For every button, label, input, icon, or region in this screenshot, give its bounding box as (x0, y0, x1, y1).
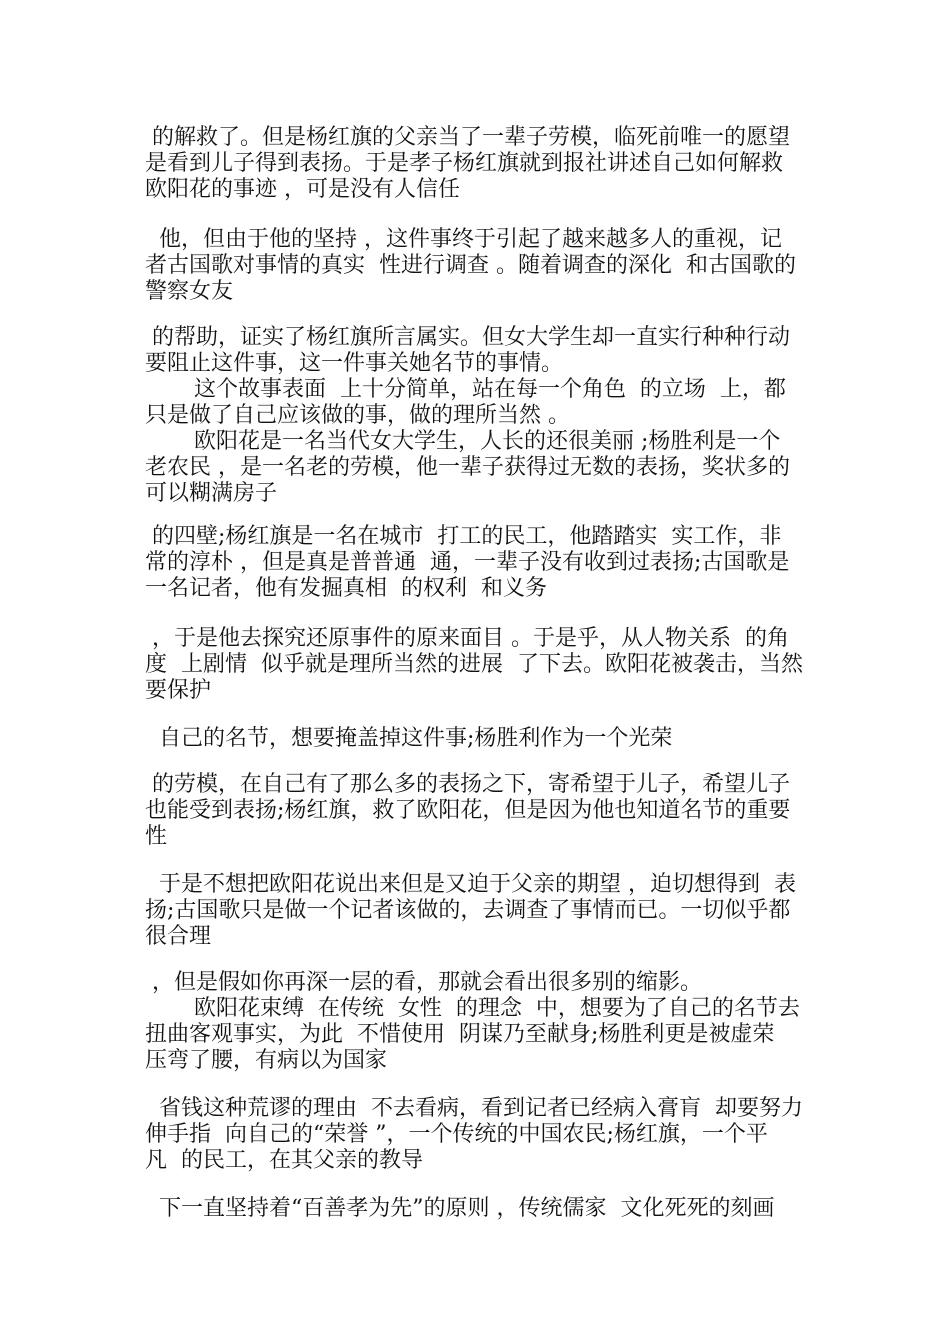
text-line: ，于是他去探究还原事件的原来面目 。于是乎，从人物关系 的角 (145, 626, 789, 651)
text-line: 可以糊满房子 (145, 481, 278, 506)
text-line: 这个故事表面 上十分简单，站在每一个角色 的立场 上，都 (145, 377, 786, 402)
text-line: 警察女友 (145, 279, 234, 304)
text-line: 只是做了自己应该做的事，做的理所当然 。 (145, 403, 570, 428)
text-line: 的劳模，在自己有了那么多的表扬之下，寄希望于儿子，希望儿子 (145, 772, 790, 797)
text-line: 要阻止这件事，这一件事关她名节的事情。 (145, 351, 564, 376)
text-line: 欧阳花是一名当代女大学生，人长的还很美丽 ;杨胜利是一个 (145, 429, 781, 454)
text-line: 他，但由于他的坚持 ，这件事终于引起了越来越多人的重视，记 (145, 227, 782, 252)
text-line: 欧阳花的事迹 ，可是没有人信任 (145, 177, 460, 202)
text-line: 很合理 (145, 924, 212, 949)
text-line: 下一直坚持着“百善孝为先”的原则 ，传统儒家 文化死死的刻画 (145, 1196, 775, 1221)
text-line: 伸手指 向自己的“荣誉 ”，一个传统的中国农民;杨红旗，一个平 (145, 1122, 768, 1147)
text-line: 凡 的民工，在其父亲的教导 (145, 1148, 423, 1173)
text-line: 是看到儿子得到表扬。于是孝子杨红旗就到报社讲述自己如何解救 (145, 151, 784, 176)
text-line: 的解救了。但是杨红旗的父亲当了一辈子劳模，临死前唯一的愿望 (145, 125, 790, 150)
text-line: 的帮助，证实了杨红旗所言属实。但女大学生却一直实行种种行动 (145, 325, 790, 350)
text-line: 于是不想把欧阳花说出来但是又迫于父亲的期望 ，迫切想得到 表 (145, 872, 796, 897)
text-line: 一名记者，他有发掘真相 的权利 和义务 (145, 576, 547, 601)
text-line: 自己的名节，想要掩盖掉这件事;杨胜利作为一个光荣 (145, 726, 673, 751)
text-line: 度 上剧情 似乎就是理所当然的进展 了下去。欧阳花被袭击，当然 (145, 652, 803, 677)
text-line: 压弯了腰，有病以为国家 (145, 1048, 388, 1073)
text-line: 欧阳花束缚 在传统 女性 的理念 中，想要为了自己的名节去 (145, 996, 800, 1021)
text-line: 要保护 (145, 678, 212, 703)
text-line: 的四壁;杨红旗是一名在城市 打工的民工，他踏踏实 实工作，非 (145, 524, 782, 549)
text-line: 扬;古国歌只是做一个记者该做的，去调查了事情而已。一切似乎都 (145, 898, 791, 923)
text-line: 者古国歌对事情的真实 性进行调查 。随着调查的深化 和古国歌的 (145, 253, 796, 278)
text-line: 也能受到表扬;杨红旗，救了欧阳花，但是因为他也知道名节的重要 (145, 798, 791, 823)
text-line: ，但是假如你再深一层的看，那就会看出很多别的缩影。 (145, 970, 702, 995)
text-line: 性 (145, 824, 168, 849)
text-line: 省钱这种荒谬的理由 不去看病，看到记者已经病入膏肓 却要努力 (145, 1096, 803, 1121)
text-line: 老农民 ，是一名老的劳模，他一辈子获得过无数的表扬，奖状多的 (145, 455, 790, 480)
text-line: 扭曲客观事实，为此 不惜使用 阴谋乃至献身;杨胜利更是被虚荣 (145, 1022, 775, 1047)
text-line: 常的淳朴 ，但是真是普普通 通，一辈子没有收到过表扬;古国歌是 (145, 550, 790, 575)
